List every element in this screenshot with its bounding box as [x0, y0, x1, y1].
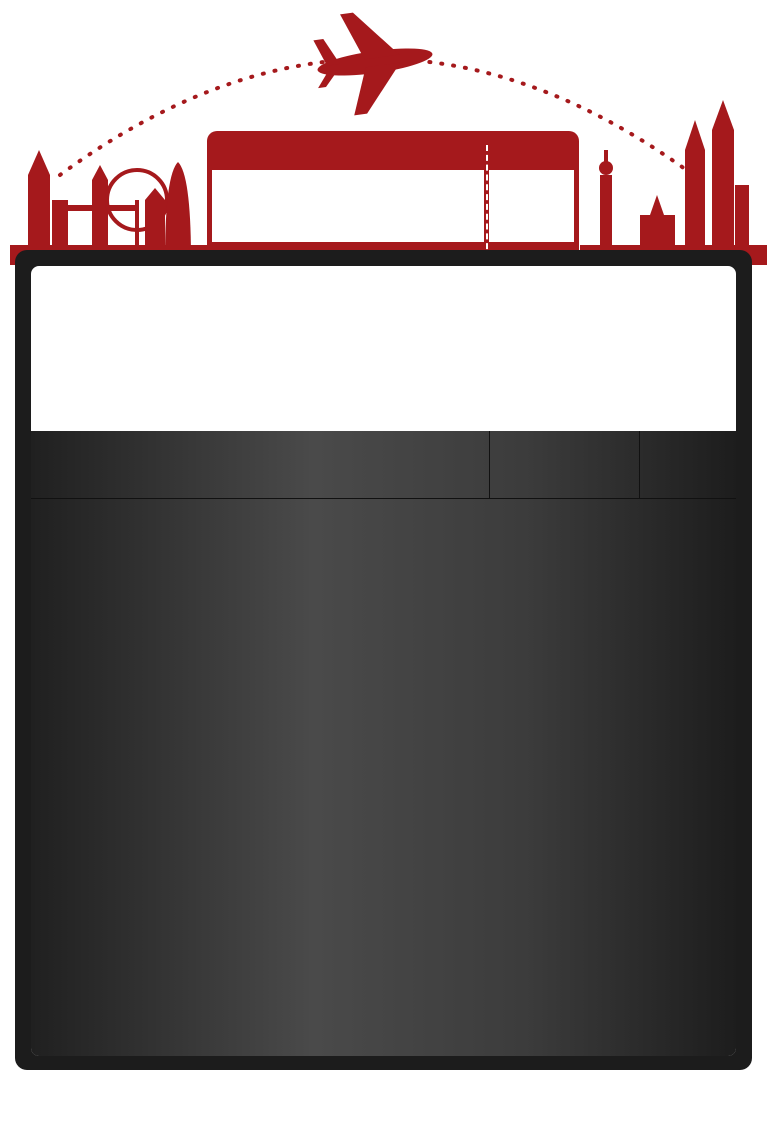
- price-board: [15, 250, 752, 1070]
- london-skyline: [10, 150, 210, 265]
- ticket-tear-line: [486, 145, 488, 259]
- operating-costs-panel: [212, 170, 484, 242]
- header-percent-cell: [639, 431, 736, 498]
- new-york-skyline: [580, 100, 767, 265]
- title-line-1: [31, 296, 736, 356]
- charges-table: [31, 431, 736, 1056]
- header-price: [489, 431, 639, 498]
- taxes-panel: [489, 170, 574, 242]
- title-line-2: [31, 366, 736, 426]
- price-board-inner: [31, 266, 736, 1056]
- airplane-icon: [308, 2, 439, 119]
- table-header: [31, 431, 736, 499]
